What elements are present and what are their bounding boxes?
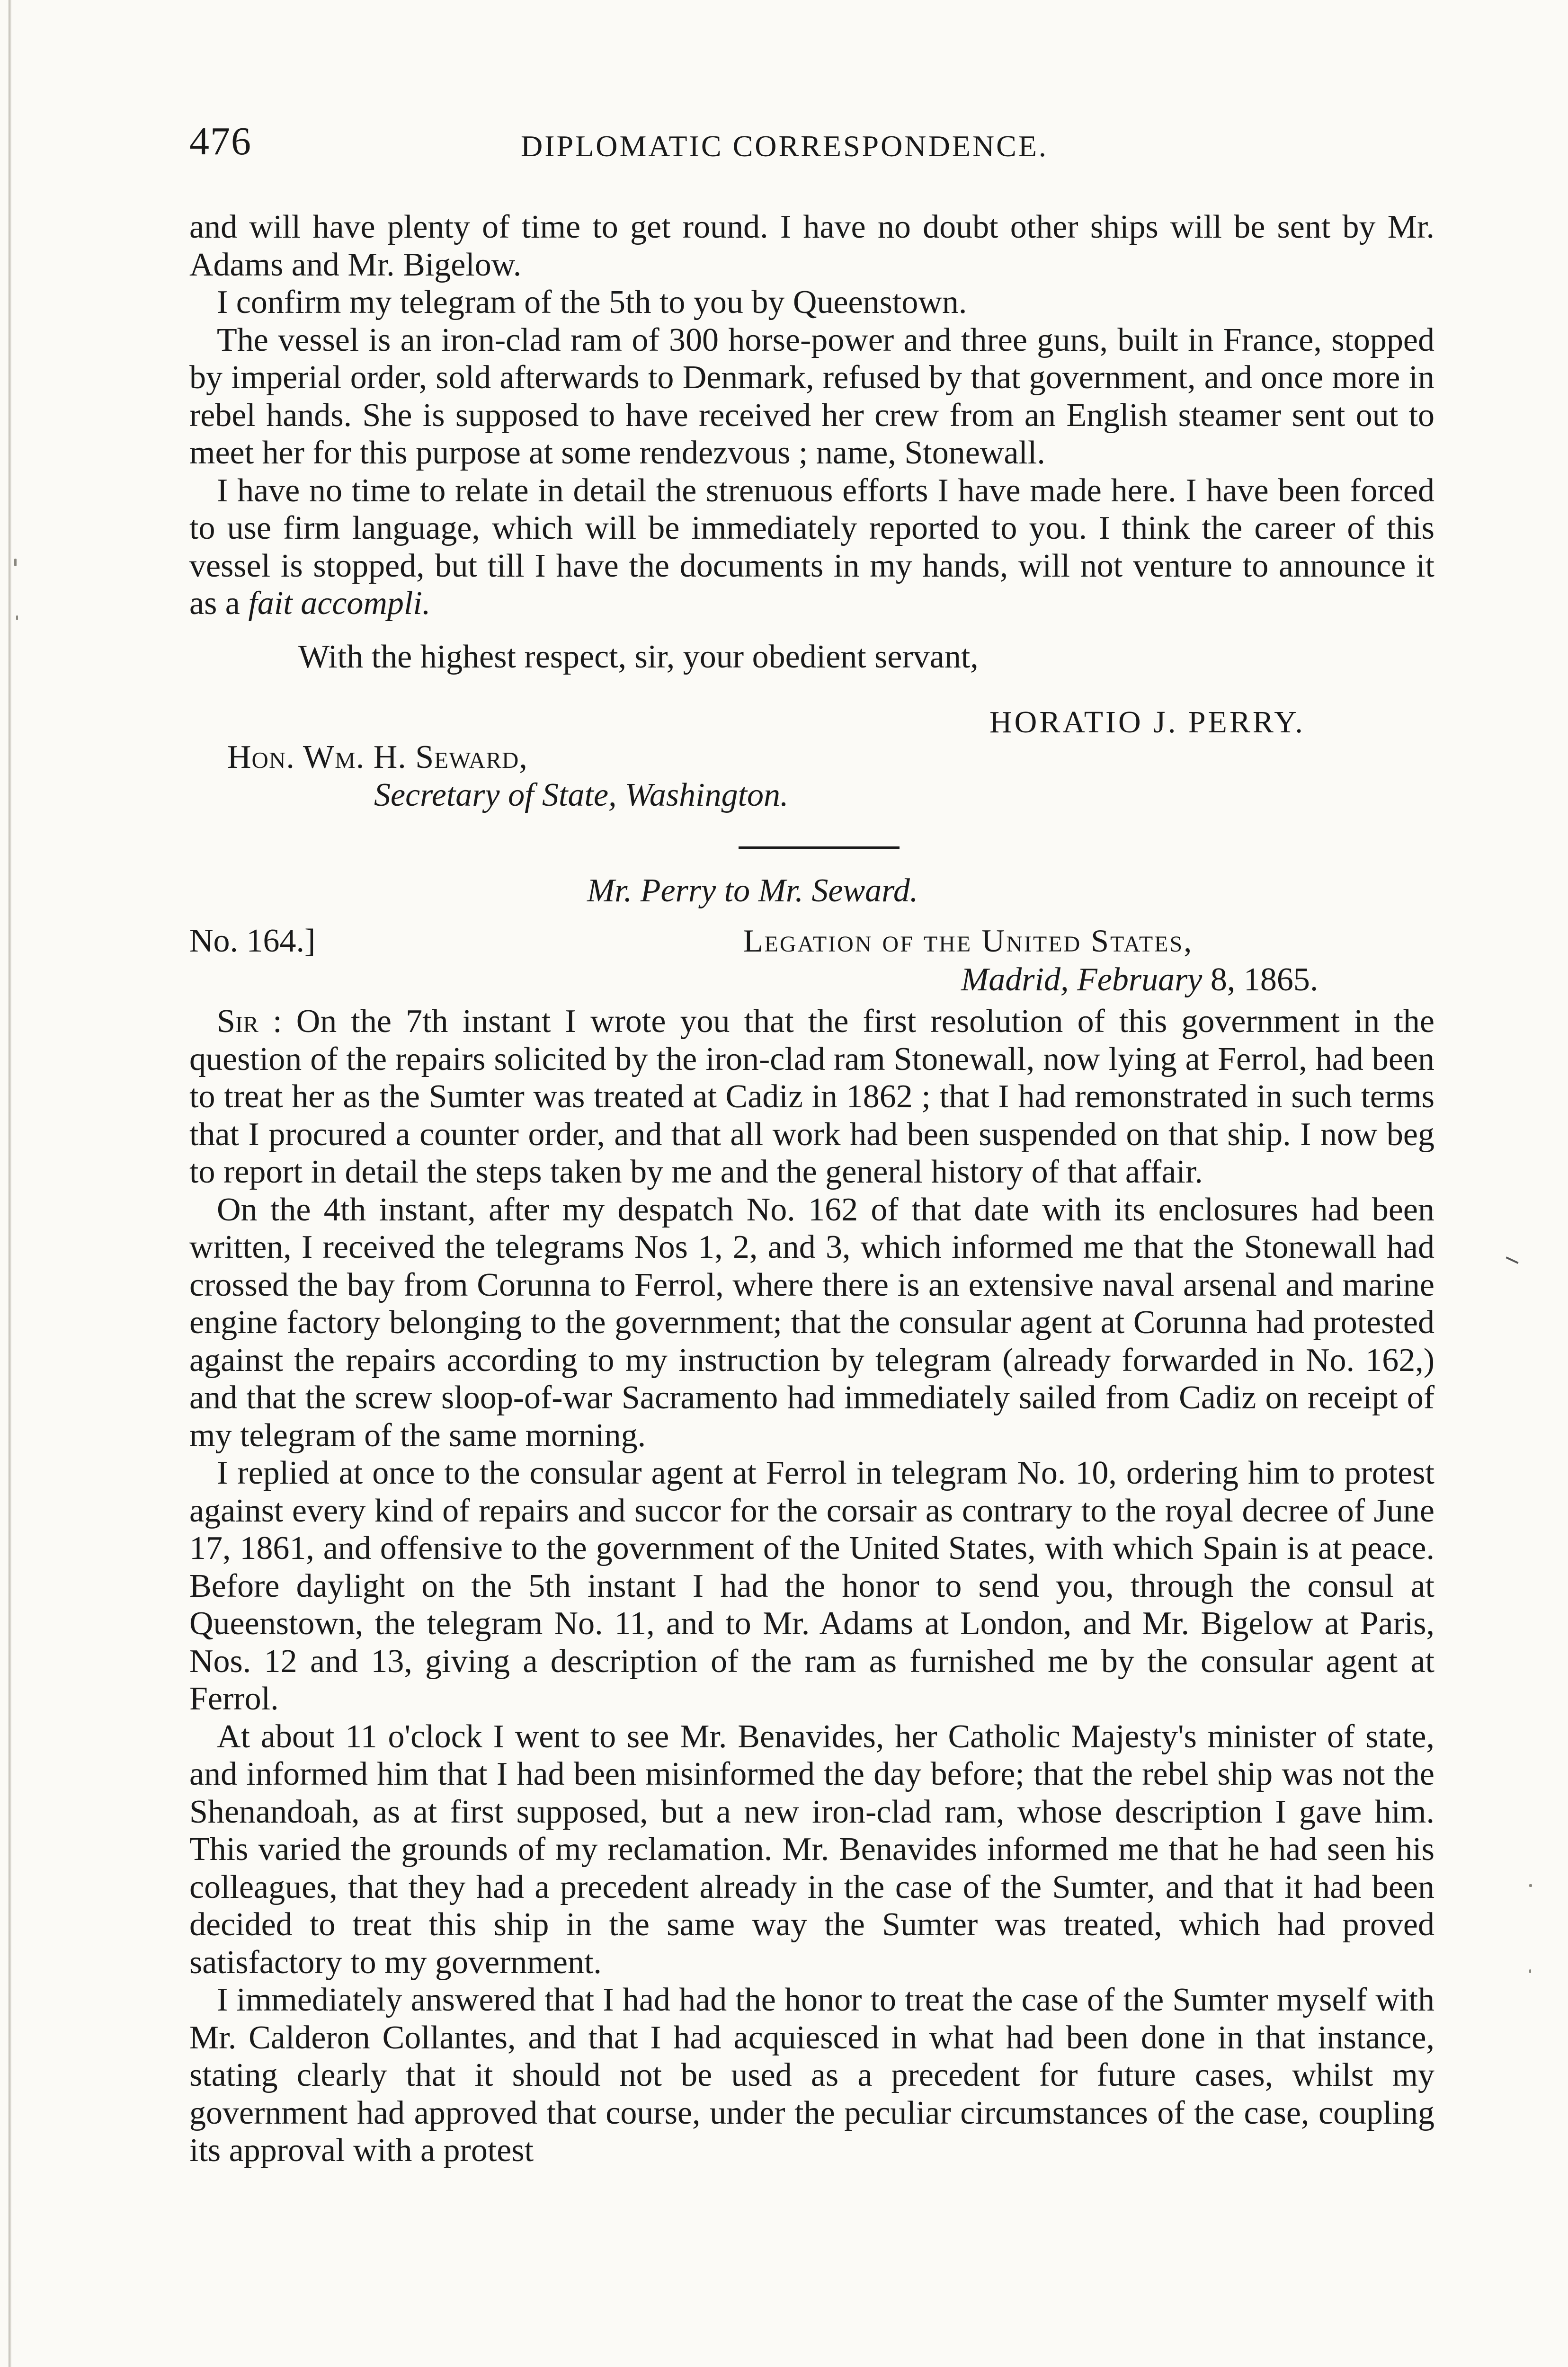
continuation-paragraph <box>189 472 1434 623</box>
dateline <box>961 961 1318 999</box>
addressee-title <box>374 776 789 814</box>
closing-line: With the highest respect, sir, your obedient servant, <box>298 639 979 675</box>
page-number: 476 <box>189 119 252 163</box>
salutation: Sir : <box>217 1003 282 1040</box>
page-header <box>189 118 1420 185</box>
scan-speck <box>14 559 17 566</box>
letter-paragraph: I replied at once to the consular agent at Ferrol in telegram No. 10, ordering him to protest against every kind of repairs and succor for the corsair as contrary to the royal decree of June 17, 1861, and offensive to the government of the United States, with which Spain is at peace. Before daylight on the 5th instant I had the honor to send you, through the consul at Queenstown, the telegram No. 11, and to Mr. Adams at London, and Mr. Bigelow at Paris, Nos. 12 and 13, giving a description of the ram as furnished me by the consular agent at Ferrol. <box>189 1455 1434 1717</box>
letter-paragraph: On the 4th instant, after my despatch No. 162 of that date with its enclosures had been written, I received the telegrams Nos 1, 2, and 3, which informed me that the Stonewall had crossed the bay from Corunna to Ferrol, where there is an extensive naval arsenal and marine engine factory belonging to the government; that the consular agent at Corunna had protested against the repairs according to my instruction by telegram (already forwarded in No. 162,) and that the screw sloop-of-war Sacramento had immediately sailed from Cadiz on receipt of my telegram of the same morning. <box>189 1191 1434 1454</box>
letter-paragraph: I immediately answered that I had had the honor to treat the case of the Sumter myself with Mr. Calderon Collantes, and that I had acquiesced in what had been done in that instance, stating clearly that it should not be used as a precedent for future cases, whilst my government had approved that course, under the peculiar circumstances of the case, coupling its approval with a protest <box>189 1982 1434 2169</box>
addressee-name: Hon. Wm. H. Seward, <box>227 739 528 775</box>
letter-paragraph <box>189 1003 1434 1191</box>
margin-mark <box>1506 1256 1518 1264</box>
continuation-paragraph: The vessel is an iron-clad ram of 300 horse-power and three guns, built in France, stopped by imperial order, sold afterwards to Denmark, refused by that government, and once more in rebel hands. She is supposed to have received her crew from an English steamer sent out to meet her for this purpose at some rendezvous ; name, Stonewall. <box>189 321 1434 471</box>
section-rule <box>739 846 900 849</box>
running-title: DIPLOMATIC CORRESPONDENCE. <box>521 129 1048 163</box>
paragraph-text: On the 7th instant I wrote you that the first resolution of this government in the question of the repairs solicited by the iron-clad ram Stonewall, now lying at Ferrol, had been to treat her as the Sumter was treated at Cadiz in 1862 ; that I had remonstrated in such terms that I procured a counter order, and that all work had been suspended on that ship. I now beg to report in detail the steps taken by me and the general history of that affair. <box>189 1003 1434 1190</box>
paragraph-text: I have no time to relate in detail the strenuous efforts I have made here. I have been forced to use firm language, which will be immediately reported to you. I think the career of this vessel is stopped, but till I have the documents in my hands, will not venture to announce it as a <box>189 472 1434 622</box>
scan-speck <box>1529 1969 1531 1973</box>
letter-body <box>189 1003 1434 2170</box>
italic-phrase: fait accompli. <box>248 585 431 622</box>
legation-line: Legation of the United States, <box>743 923 1194 959</box>
letter-paragraph: At about 11 o'clock I went to see Mr. Benavides, her Catholic Majesty's minister of state, and informed him that I had been misinformed the day before; that the rebel ship was not the Shenandoah, as at first supposed, but a new iron-clad ram, whose description I gave him. This varied the grounds of my reclamation. Mr. Benavides informed me that he had seen his colleagues, that they had a precedent already in the case of the Sumter, and that it had been decided to treat this ship in the same way the Sumter was treated, which had proved satisfactory to my government. <box>189 1718 1434 1981</box>
scan-edge <box>9 0 11 2367</box>
addressee-title-text: Secretary of State, Washington. <box>374 777 789 813</box>
continuation-paragraph: and will have plenty of time to get round. I have no doubt other ships will be sent by Mr. Adams and Mr. Bigelow. <box>189 209 1434 283</box>
signer: HORATIO J. PERRY. <box>989 705 1305 739</box>
letter-number: No. 164.] <box>189 923 316 959</box>
continuation-paragraph: I confirm my telegram of the 5th to you by Queenstown. <box>217 284 967 320</box>
letter-heading: Mr. Perry to Mr. Seward. <box>587 872 918 909</box>
scan-speck <box>1529 1884 1532 1887</box>
dateline-place: Madrid, February <box>961 961 1203 998</box>
scan-speck <box>16 615 18 620</box>
dateline-date: 8, 1865. <box>1210 961 1319 998</box>
continuation-text <box>189 208 1434 623</box>
